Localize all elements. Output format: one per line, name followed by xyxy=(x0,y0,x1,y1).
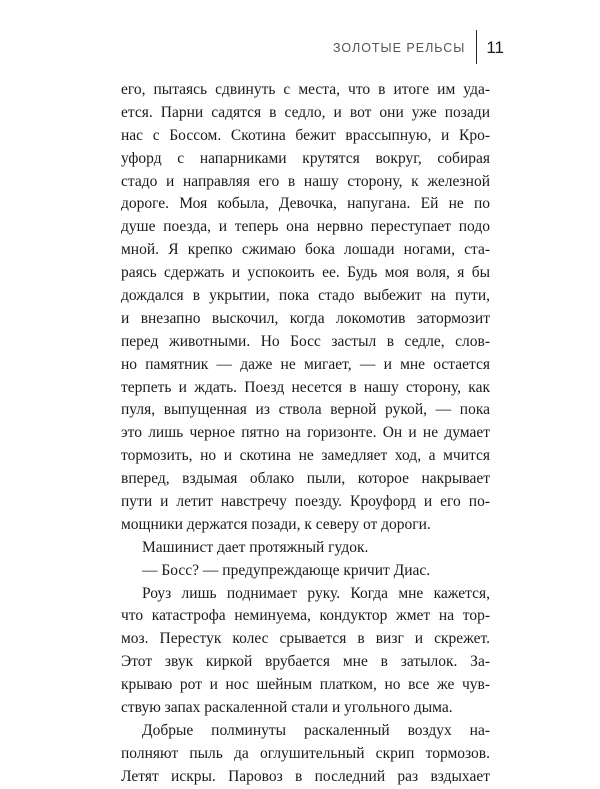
text-line: его, пытаясь сдвинуть с места, что в итоге им уда- xyxy=(121,81,490,98)
text-line: — Босс? — предупреждающе кричит Диас. xyxy=(142,561,431,579)
text-line: вперед, вздымая облако пыли, которое накрывает xyxy=(121,470,490,488)
text-line: полняют пыль да оглушительный скрип тормозов. xyxy=(121,744,490,762)
text-line: но памятник — даже не мигает, — и мне остается xyxy=(121,355,490,373)
text-line: крываю рот и нос шейным платком, но все же чув- xyxy=(121,676,490,694)
text-line: дождался в укрытии, пока стадо выбежит на пути, xyxy=(121,287,490,305)
text-line: душе поезда, и теперь она нервно переступает подо xyxy=(121,218,490,236)
text-line: что катастрофа неминуема, кондуктор жмет на тор- xyxy=(121,607,490,625)
text-line: ствую запах раскаленной стали и угольного дыма. xyxy=(121,699,453,717)
running-title: ЗОЛОТЫЕ РЕЛЬСЫ xyxy=(333,41,466,55)
text-line: стадо и направляя его в нашу сторону, к железной xyxy=(121,172,490,190)
text-line: Добрые полминуты раскаленный воздух на- xyxy=(142,721,490,739)
text-line: раясь сдержать и успокоить ее. Будь моя воля, я бы xyxy=(121,264,490,282)
text-line: Летят искры. Паровоз в последний раз вздыхает xyxy=(121,767,490,785)
text-line: дороге. Моя кобыла, Девочка, напугана. Ей не по xyxy=(121,195,490,213)
text-line: нас с Боссом. Скотина бежит врассыпную, и Кро- xyxy=(121,126,490,144)
text-line: терпеть и ждать. Поезд несется в нашу сторону, как xyxy=(121,378,490,396)
text-line: и внезапно выскочил, когда локомотив затормозит xyxy=(121,309,490,327)
text-line: ется. Парни садятся в седло, и вот они уже позади xyxy=(121,103,490,121)
text-line: это лишь черное пятно на горизонте. Он и не думает xyxy=(121,424,490,442)
header-divider xyxy=(476,30,477,64)
text-line: пути и летит навстречу поезду. Кроуфорд и его по- xyxy=(121,493,490,511)
text-line: пуля, выпущенная из ствола верной рукой, — пока xyxy=(121,401,490,419)
text-line: уфорд с напарниками крутятся вокруг, собирая xyxy=(121,149,490,167)
text-line: Этот звук киркой врубается мне в затылок. За- xyxy=(121,653,490,671)
text-line: тормозить, но и скотина не замедляет ход, а мчится xyxy=(121,447,490,465)
body-text xyxy=(121,79,490,789)
text-line: перед животными. Но Босс застыл в седле, слов- xyxy=(121,332,490,350)
text-line: Роуз лишь поднимает руку. Когда мне кажется, xyxy=(142,584,490,602)
page-header xyxy=(333,30,504,64)
text-line: Машинист дает протяжный гудок. xyxy=(142,538,369,556)
text-line: мной. Я крепко сжимаю бока лошади ногами, ста- xyxy=(121,241,490,259)
text-line: мощники держатся позади, к северу от дороги. xyxy=(121,515,431,533)
text-line: моз. Перестук колес срывается в визг и скрежет. xyxy=(121,630,490,648)
page-number: 11 xyxy=(486,37,504,57)
